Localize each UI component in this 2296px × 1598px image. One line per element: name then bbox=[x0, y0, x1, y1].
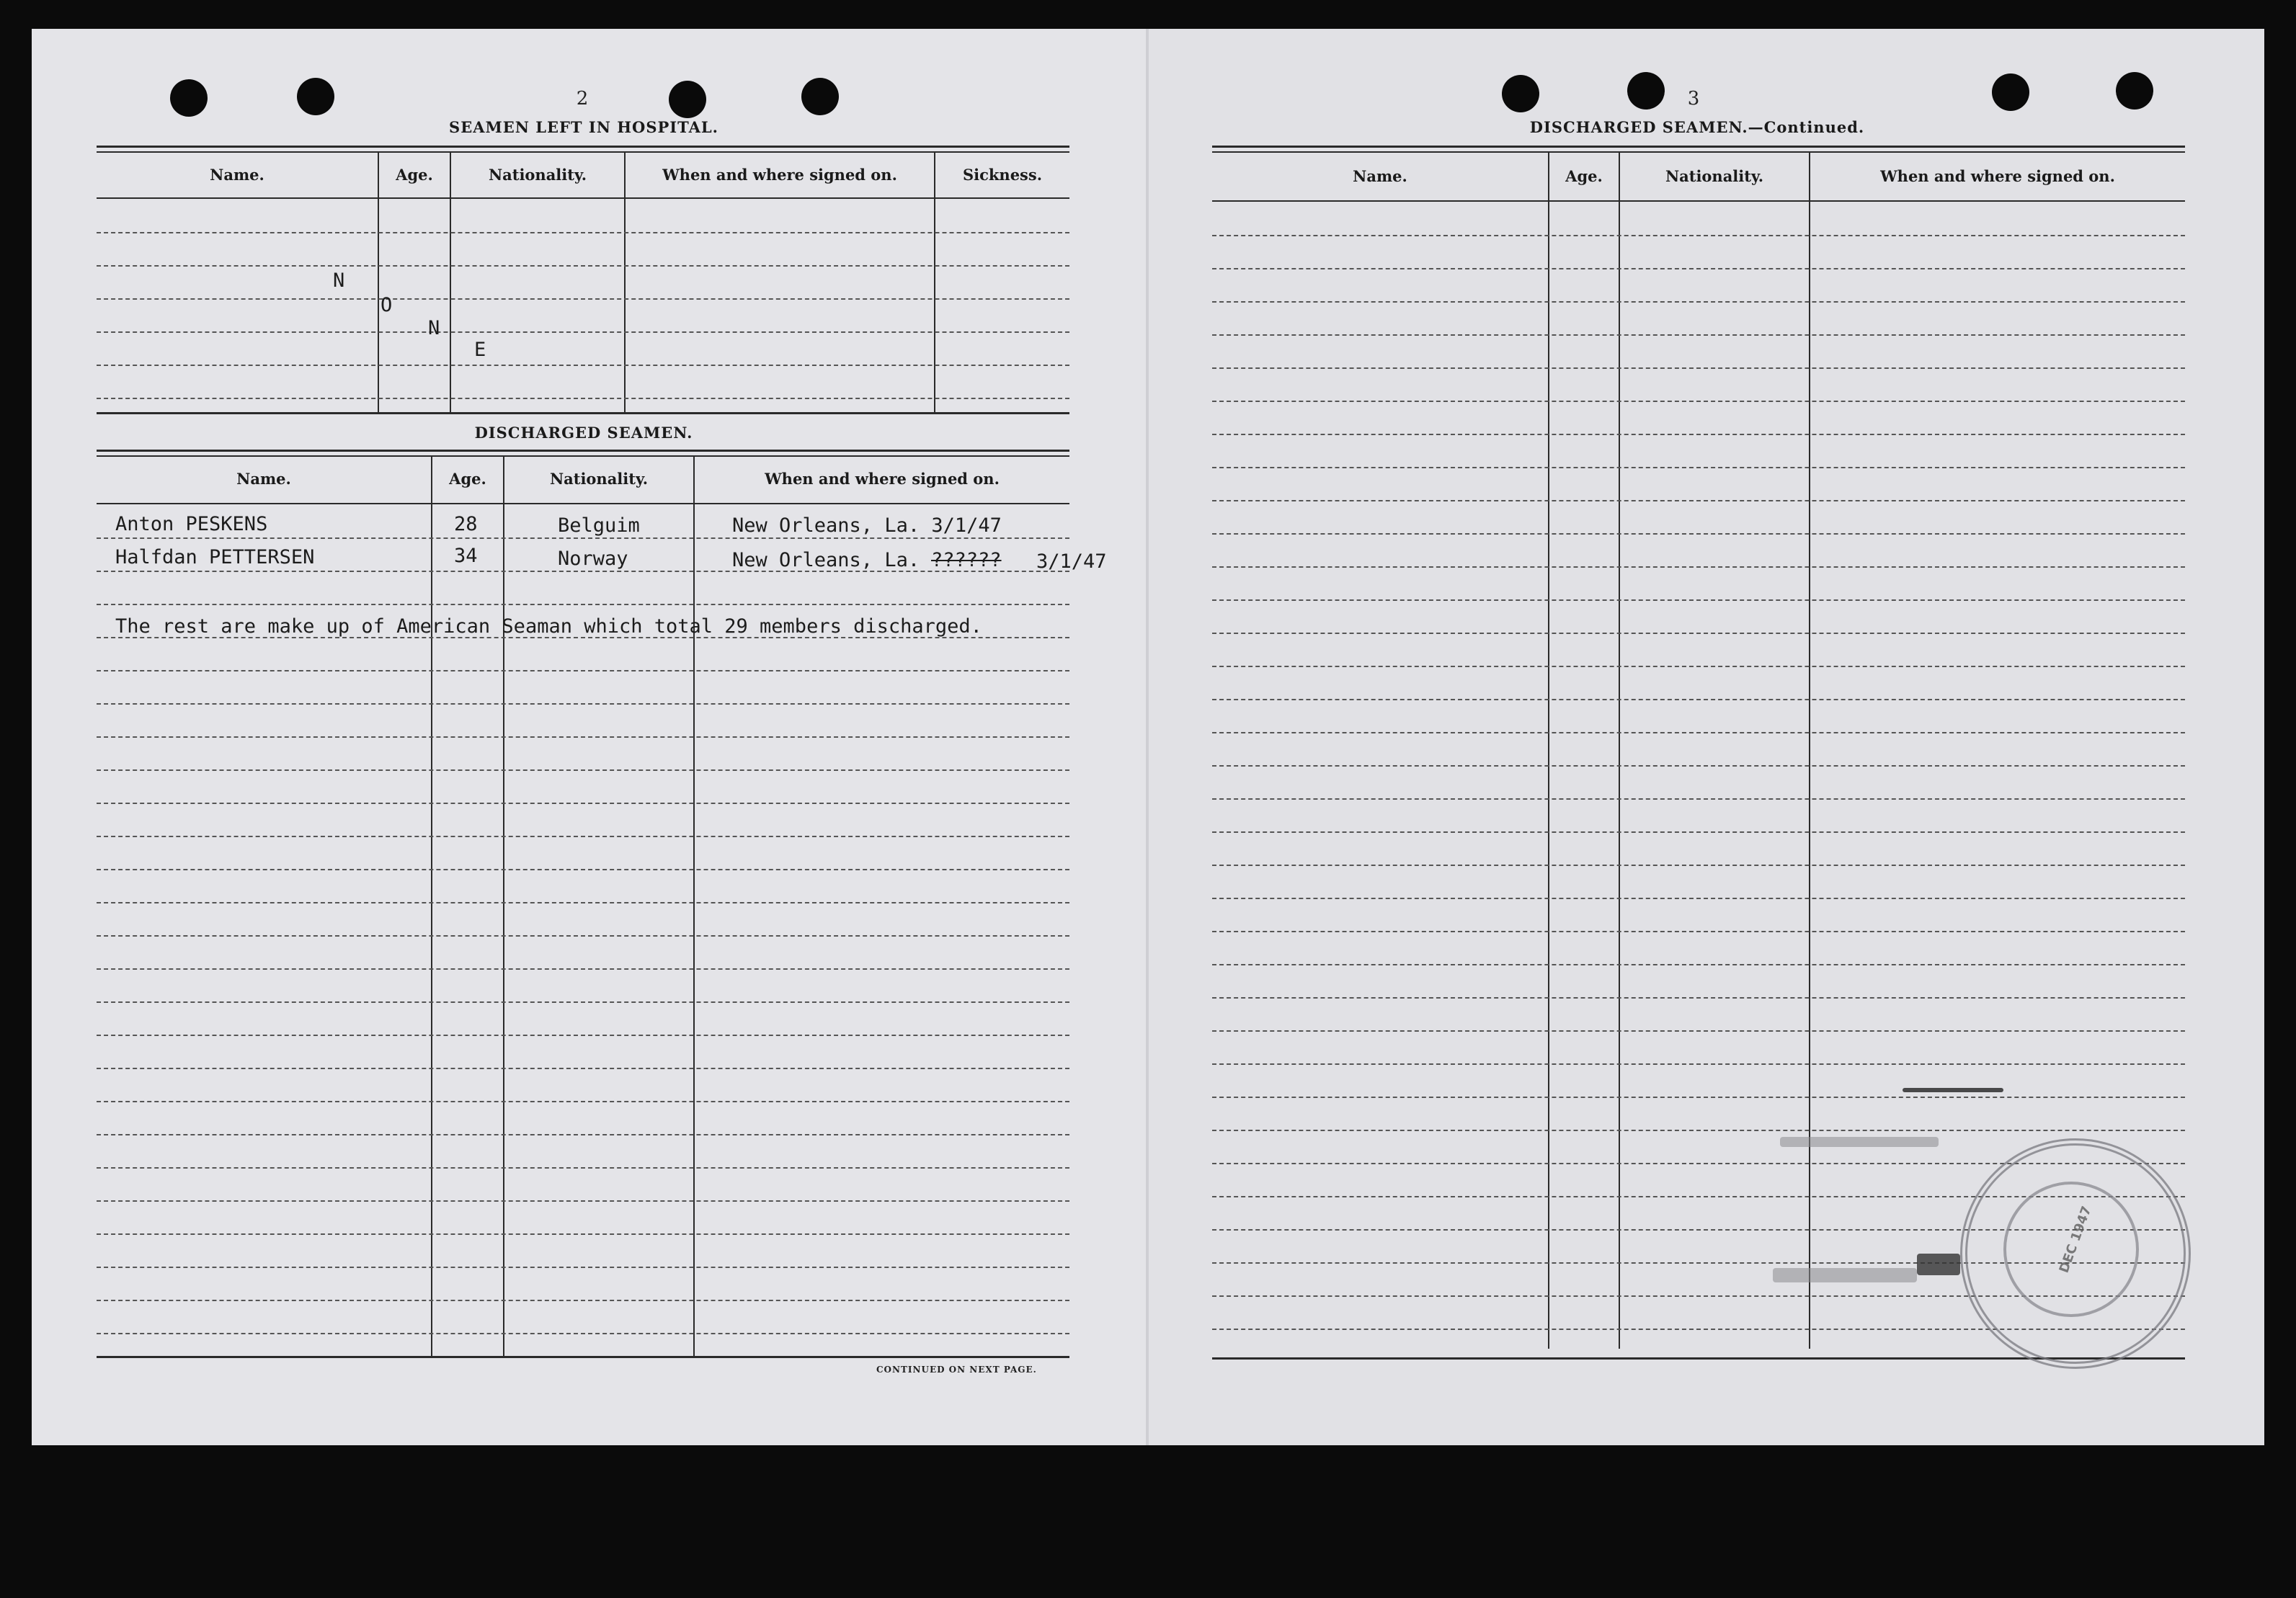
ruled-line bbox=[1212, 1097, 2185, 1098]
ruled-line bbox=[97, 331, 1069, 333]
ruled-line bbox=[97, 902, 1069, 903]
ruled-line bbox=[97, 769, 1069, 771]
ruled-line bbox=[1212, 566, 2185, 568]
ruled-line bbox=[1212, 699, 2185, 700]
ruled-line bbox=[1212, 434, 2185, 435]
seaman-signed-on: New Orleans, La. bbox=[732, 549, 920, 571]
ruled-line bbox=[97, 836, 1069, 837]
none-letter: O bbox=[381, 294, 393, 316]
ruled-line bbox=[97, 1300, 1069, 1301]
ruled-line bbox=[1212, 831, 2185, 833]
faded-stamp-mark bbox=[1773, 1268, 1917, 1282]
seaman-age: 34 bbox=[454, 545, 478, 567]
table-rule bbox=[97, 151, 1069, 153]
hospital-col-age: Age. bbox=[396, 166, 433, 184]
discharged-col-nationality: Nationality. bbox=[549, 470, 649, 488]
discharged-col-age: Age. bbox=[449, 470, 486, 488]
column-divider bbox=[431, 457, 432, 1356]
table-rule bbox=[97, 412, 1069, 414]
table-rule bbox=[97, 1356, 1069, 1358]
table-rule bbox=[97, 503, 1069, 504]
discharged-remark: The rest are make up of American Seaman which total 29 members discharged. bbox=[115, 615, 982, 638]
ink-blot bbox=[1917, 1254, 1960, 1275]
ruled-line bbox=[1212, 1063, 2185, 1065]
ruled-line bbox=[1212, 931, 2185, 932]
ruled-line bbox=[97, 968, 1069, 970]
ruled-line bbox=[97, 1200, 1069, 1202]
received-stamp bbox=[1960, 1138, 2191, 1369]
punch-hole bbox=[1992, 73, 2029, 111]
ruled-line bbox=[97, 604, 1069, 605]
ruled-line bbox=[97, 571, 1069, 572]
column-divider bbox=[1809, 153, 1810, 1349]
ruled-line bbox=[97, 298, 1069, 300]
punch-hole bbox=[170, 79, 208, 117]
ruled-line bbox=[1212, 1030, 2185, 1032]
right-col-age: Age. bbox=[1565, 167, 1603, 185]
ruled-line bbox=[1212, 467, 2185, 468]
ink-mark bbox=[1903, 1088, 2003, 1092]
ruled-line bbox=[1212, 235, 2185, 236]
ruled-line bbox=[97, 935, 1069, 937]
table-rule bbox=[97, 146, 1069, 148]
ruled-line bbox=[97, 869, 1069, 870]
seaman-nationality: Belguim bbox=[558, 514, 640, 537]
ruled-line bbox=[97, 1035, 1069, 1036]
ruled-line bbox=[1212, 367, 2185, 369]
hospital-col-nationality: Nationality. bbox=[488, 166, 587, 184]
seaman-date-note: 3/1/47 bbox=[1036, 550, 1107, 573]
discharged-continued-title: DISCHARGED SEAMEN.—Continued. bbox=[1529, 118, 1865, 136]
page-number: 3 bbox=[1687, 88, 1700, 110]
ruled-line bbox=[1212, 599, 2185, 601]
ruled-line bbox=[97, 232, 1069, 233]
ruled-line bbox=[1212, 633, 2185, 634]
page-number: 2 bbox=[576, 88, 589, 110]
hospital-col-name: Name. bbox=[210, 166, 264, 184]
ruled-line bbox=[97, 703, 1069, 705]
continued-footer: CONTINUED ON NEXT PAGE. bbox=[876, 1365, 1037, 1375]
ruled-line bbox=[1212, 500, 2185, 501]
punch-hole bbox=[669, 81, 706, 118]
seaman-name: Anton PESKENS bbox=[115, 513, 268, 535]
ruled-line bbox=[1212, 666, 2185, 667]
ruled-line bbox=[97, 1333, 1069, 1334]
ruled-line bbox=[1212, 334, 2185, 336]
ruled-line bbox=[97, 736, 1069, 738]
table-rule bbox=[1212, 151, 2185, 153]
discharged-col-signed-on: When and where signed on. bbox=[765, 470, 1000, 488]
none-letter: N bbox=[333, 269, 345, 292]
ruled-line bbox=[1212, 1130, 2185, 1131]
ruled-line bbox=[1212, 268, 2185, 269]
stamp-date: DEC 1947 bbox=[2056, 1204, 2095, 1275]
hospital-section-title: SEAMEN LEFT IN HOSPITAL. bbox=[449, 118, 718, 136]
column-divider bbox=[450, 153, 451, 412]
table-rule bbox=[1212, 146, 2185, 148]
punch-hole bbox=[2116, 72, 2153, 110]
ruled-line bbox=[1212, 732, 2185, 733]
ruled-line bbox=[1212, 997, 2185, 999]
page-fold bbox=[1146, 29, 1149, 1445]
right-col-signed-on: When and where signed on. bbox=[1880, 167, 2115, 185]
hospital-col-sickness: Sickness. bbox=[962, 166, 1043, 184]
discharged-section-title: DISCHARGED SEAMEN. bbox=[474, 424, 693, 442]
column-divider bbox=[934, 153, 935, 412]
right-col-name: Name. bbox=[1353, 167, 1407, 185]
punch-hole bbox=[801, 78, 839, 115]
seaman-signed-on: New Orleans, La. 3/1/47 bbox=[732, 514, 1002, 537]
ruled-line bbox=[97, 670, 1069, 671]
ruled-line bbox=[97, 1101, 1069, 1102]
ruled-line bbox=[97, 1267, 1069, 1268]
ruled-line bbox=[1212, 898, 2185, 899]
ruled-line bbox=[1212, 301, 2185, 303]
ruled-line bbox=[97, 1134, 1069, 1135]
ruled-line bbox=[97, 398, 1069, 399]
ruled-line bbox=[97, 537, 1069, 539]
none-letter: N bbox=[428, 317, 440, 339]
column-divider bbox=[1619, 153, 1620, 1349]
table-rule bbox=[97, 450, 1069, 452]
table-rule bbox=[97, 455, 1069, 457]
right-col-nationality: Nationality. bbox=[1665, 167, 1764, 185]
ruled-line bbox=[97, 1068, 1069, 1069]
ruled-line bbox=[97, 1167, 1069, 1169]
column-divider bbox=[624, 153, 626, 412]
ruled-line bbox=[97, 1233, 1069, 1235]
column-divider bbox=[693, 457, 695, 1356]
table-rule bbox=[97, 197, 1069, 199]
ruled-line bbox=[97, 265, 1069, 267]
ruled-line bbox=[97, 803, 1069, 804]
column-divider bbox=[503, 457, 504, 1356]
struck-out-text: ?????? bbox=[931, 549, 1002, 571]
none-letter: E bbox=[474, 339, 486, 361]
ruled-line bbox=[97, 365, 1069, 366]
seaman-name: Halfdan PETTERSEN bbox=[115, 546, 315, 568]
seaman-nationality: Norway bbox=[558, 548, 628, 570]
column-divider bbox=[1548, 153, 1549, 1349]
ruled-line bbox=[1212, 798, 2185, 800]
table-rule bbox=[1212, 200, 2185, 202]
discharged-col-name: Name. bbox=[236, 470, 291, 488]
punch-hole bbox=[1627, 72, 1665, 110]
column-divider bbox=[378, 153, 379, 412]
seaman-age: 28 bbox=[454, 513, 478, 535]
ruled-line bbox=[1212, 533, 2185, 535]
punch-hole bbox=[297, 78, 334, 115]
ruled-line bbox=[1212, 964, 2185, 965]
ruled-line bbox=[1212, 765, 2185, 767]
ruled-line bbox=[97, 1001, 1069, 1003]
punch-hole bbox=[1502, 75, 1539, 112]
ruled-line bbox=[1212, 865, 2185, 866]
hospital-col-signed-on: When and where signed on. bbox=[662, 166, 897, 184]
faded-stamp-mark bbox=[1780, 1137, 1939, 1147]
ruled-line bbox=[1212, 401, 2185, 402]
